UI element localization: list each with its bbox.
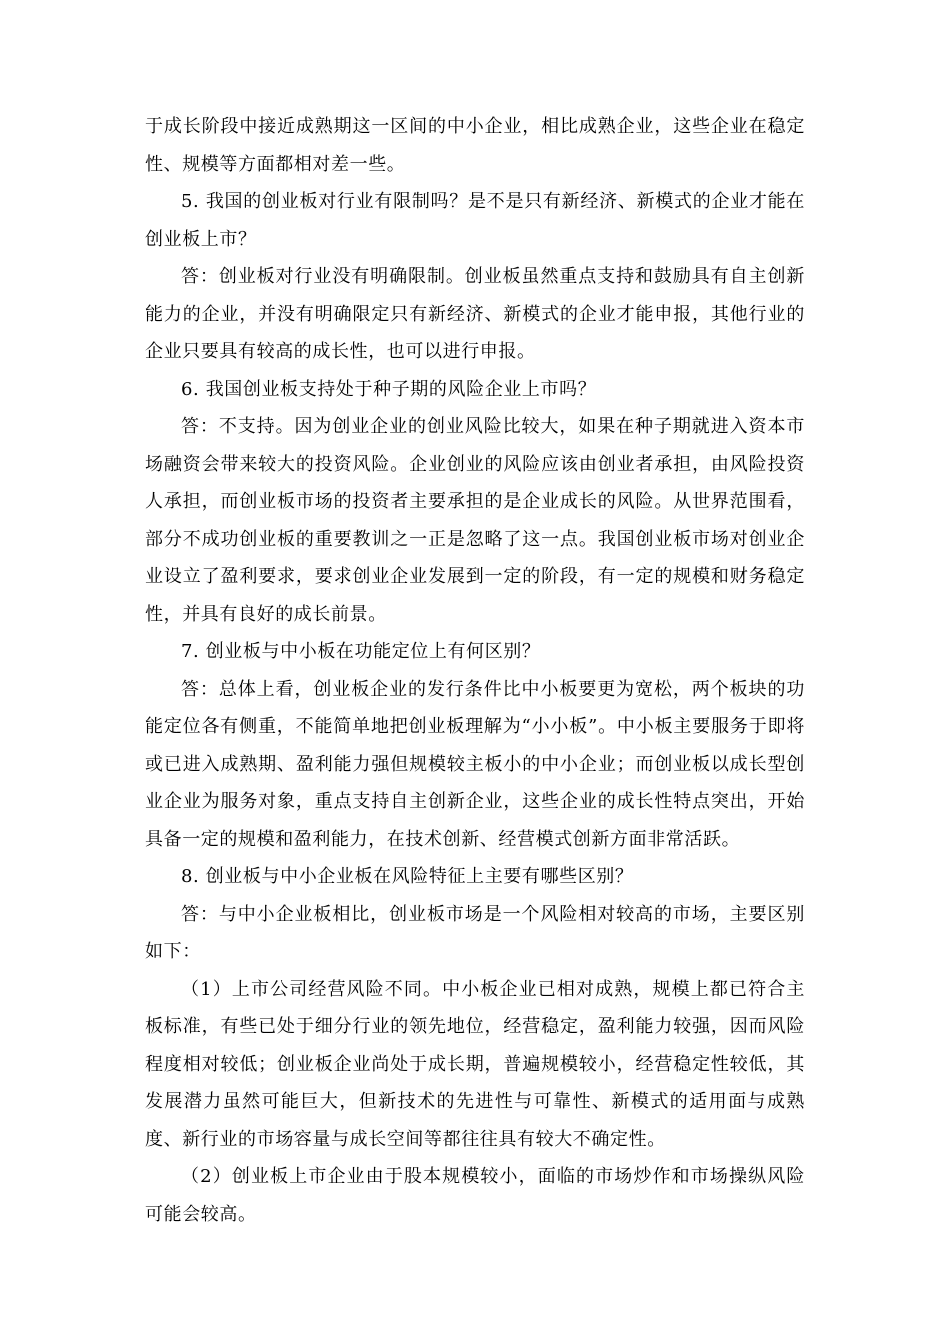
continuation-paragraph: 于成长阶段中接近成熟期这一区间的中小企业，相比成熟企业，这些企业在稳定性、规模等方面都相对差一些。: [145, 116, 805, 175]
question-5: 5. 我国的创业板对行业有限制吗？是不是只有新经济、新模式的企业才能在创业板上市？: [145, 191, 805, 250]
answer-8-point-2: （2）创业板上市企业由于股本规模较小，面临的市场炒作和市场操纵风险可能会较高。: [145, 1166, 805, 1225]
question-8: 8. 创业板与中小企业板在风险特征上主要有哪些区别？: [181, 866, 634, 887]
answer-5: 答：创业板对行业没有明确限制。创业板虽然重点支持和鼓励具有自主创新能力的企业，并没有明确限定只有新经济、新模式的企业才能申报，其他行业的企业只要具有较高的成长性，也可以进行申报。: [145, 266, 805, 362]
answer-7: 答：总体上看，创业板企业的发行条件比中小板要更为宽松，两个板块的功能定位各有侧重，不能简单地把创业板理解为“小小板”。中小板主要服务于即将或已进入成熟期、盈利能力强但规模较主板小的中小企业；而创业板以成长型创业企业为服务对象，重点支持自主创新企业，这些企业的成长性特点突出，开始具备一定的规模和盈利能力，在技术创新、经营模式创新方面非常活跃。: [145, 678, 805, 850]
answer-8-intro: 答：与中小企业板相比，创业板市场是一个风险相对较高的市场，主要区别如下：: [145, 903, 805, 962]
answer-8-point-1: （1）上市公司经营风险不同。中小板企业已相对成熟，规模上都已符合主板标准，有些已处于细分行业的领先地位，经营稳定，盈利能力较强，因而风险程度相对较低；创业板企业尚处于成长期，普遍规模较小，经营稳定性较低，其发展潜力虽然可能巨大，但新技术的先进性与可靠性、新模式的适用面与成熟度、新行业的市场容量与成长空间等都往往具有较大不确定性。: [145, 978, 805, 1150]
question-6: 6. 我国创业板支持处于种子期的风险企业上市吗？: [181, 378, 597, 400]
question-7: 7. 创业板与中小板在功能定位上有何区别？: [181, 641, 541, 662]
answer-6: 答：不支持。因为创业企业的创业风险比较大，如果在种子期就进入资本市场融资会带来较大的投资风险。企业创业的风险应该由创业者承担，由风险投资人承担，而创业板市场的投资者主要承担的是企业成长的风险。从世界范围看，部分不成功创业板的重要教训之一正是忽略了这一点。我国创业板市场对创业企业设立了盈利要求，要求创业企业发展到一定的阶段，有一定的规模和财务稳定性，并具有良好的成长前景。: [145, 416, 805, 625]
document-body: [145, 108, 805, 1233]
